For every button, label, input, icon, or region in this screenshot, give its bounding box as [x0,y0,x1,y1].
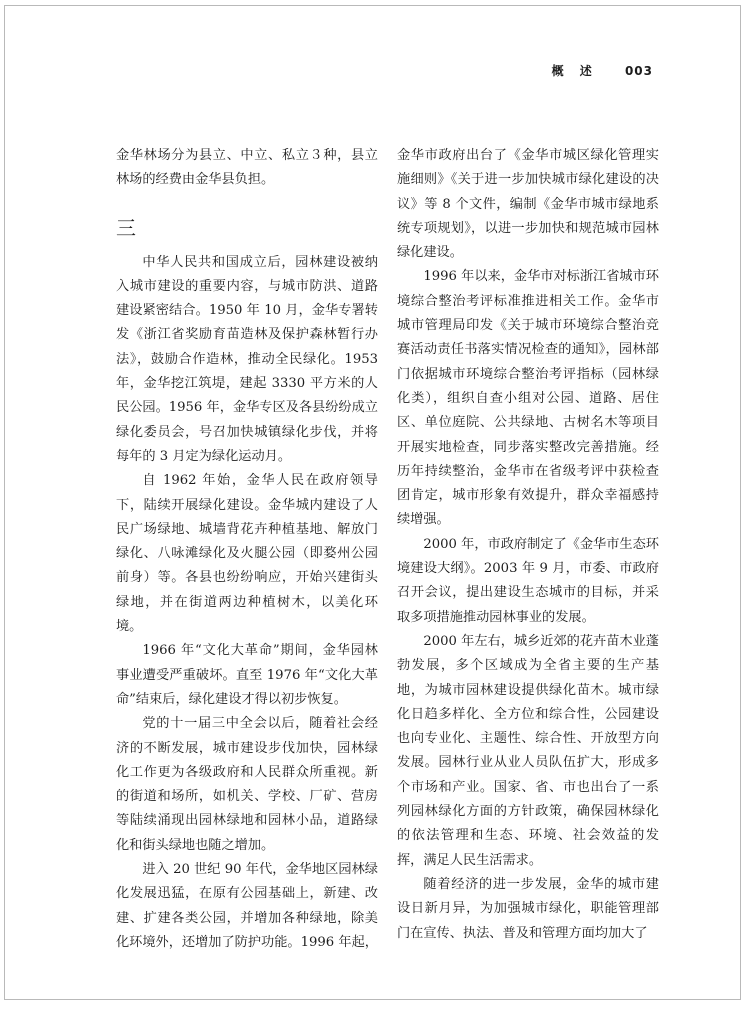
body-paragraph: 1996 年以来，金华市对标浙江省城市环境综合整治考评标准推进相关工作。金华市城市管理局印发《关于城市环境综合整治竞赛活动责任书落实情况检查的通知》，园林部门依据城市环境综合整治考评指标（园林绿化类），组织自查小组对公园、道路、居住区、单位庭院、公共绿地、古树名木等项目开展实地检查，同步落实整改完善措施。经历年持续整治，金华市在省级考评中获检查团肯定，城市形象有效提升，群众幸福感持续增强。 [397,269,659,528]
body-paragraph: 自 1962 年始，金华人民在政府领导下，陆续开展绿化建设。金华城内建设了人民广场绿地、城墙背花卉种植基地、解放门绿化、八咏滩绿化及火腿公园（即婺州公园前身）等。各县也纷纷响应，开始兴建街头绿地，并在街道两边种植树木，以美化环境。 [116,473,378,635]
body-paragraph: 中华人民共和国成立后，园林建设被纳入城市建设的重要内容，与城市防洪、道路建设紧密结合。1950 年 10 月，金华专署转发《浙江省奖励育苗造林及保护森林暂行办法》，鼓励合作造林，推动全民绿化。1953 年，金华挖江筑堤，建起 3330 平方米的人民公园。1956 年，金华专区及各县纷纷成立绿化委员会，号召加快城镇绿化步伐，并将每年的 3 月定为绿化运动月。 [116,254,378,464]
continuation-paragraph: 金华市政府出台了《金华市城区绿化管理实施细则》《关于进一步加快城市绿化建设的决议》等 8 个文件，编制《金华市城市绿地系统专项规划》，以进一步加快和规范城市园林绿化建设。 [397,148,659,261]
body-paragraph: 党的十一届三中全会以后，随着社会经济的不断发展，城市建设步伐加快，园林绿化工作更为各级政府和人民群众所重视。新的街道和场所，如机关、学校、厂矿、营房等陆续涌现出园林绿地和园林小品，道路绿化和街头绿地也随之增加。 [116,716,378,853]
running-header [552,62,653,79]
body-paragraph: 2000 年，市政府制定了《金华市生态环境建设大纲》。2003 年 9 月，市委、市政府召开会议，提出建设生态城市的目标，并采取多项措施推动园林事业的发展。 [397,536,659,625]
section-heading: 三 [116,215,136,240]
left-column [116,144,378,955]
body-paragraph: 1966 年“文化大革命”期间，金华园林事业遭受严重破坏。直至 1976 年“文化大革命”结束后，绿化建设才得以初步恢复。 [116,643,378,707]
body-paragraph: 2000 年左右，城乡近郊的花卉苗木业蓬勃发展，多个区域成为全省主要的生产基地，为城市园林建设提供绿化苗木。城市绿化日趋多样化、全方位和综合性，公园建设也向专业化、主题性、综合性、开放型方向发展。园林行业从业人员队伍扩大，形成多个市场和产业。国家、省、市也出台了一系列园林绿化方面的方针政策，确保园林绿化的依法管理和生态、环境、社会效益的发挥，满足人民生活需求。 [397,633,659,868]
body-paragraph: 进入 20 世纪 90 年代，金华地区园林绿化发展迅猛，在原有公园基础上，新建、改建、扩建各类公园，并增加各种绿地，除美化环境外，还增加了防护功能。1996 年起， [116,862,378,950]
body-paragraph: 随着经济的进一步发展，金华的城市建设日新月异，为加强城市绿化，职能管理部门在宣传、执法、普及和管理方面均加大了 [397,876,659,941]
page-number: 003 [624,64,653,78]
intro-paragraph: 金华林场分为县立、中立、私立３种，县立林场的经费由金华县负担。 [116,148,378,188]
chapter-title: 概 述 [551,64,598,78]
right-column [397,144,659,946]
